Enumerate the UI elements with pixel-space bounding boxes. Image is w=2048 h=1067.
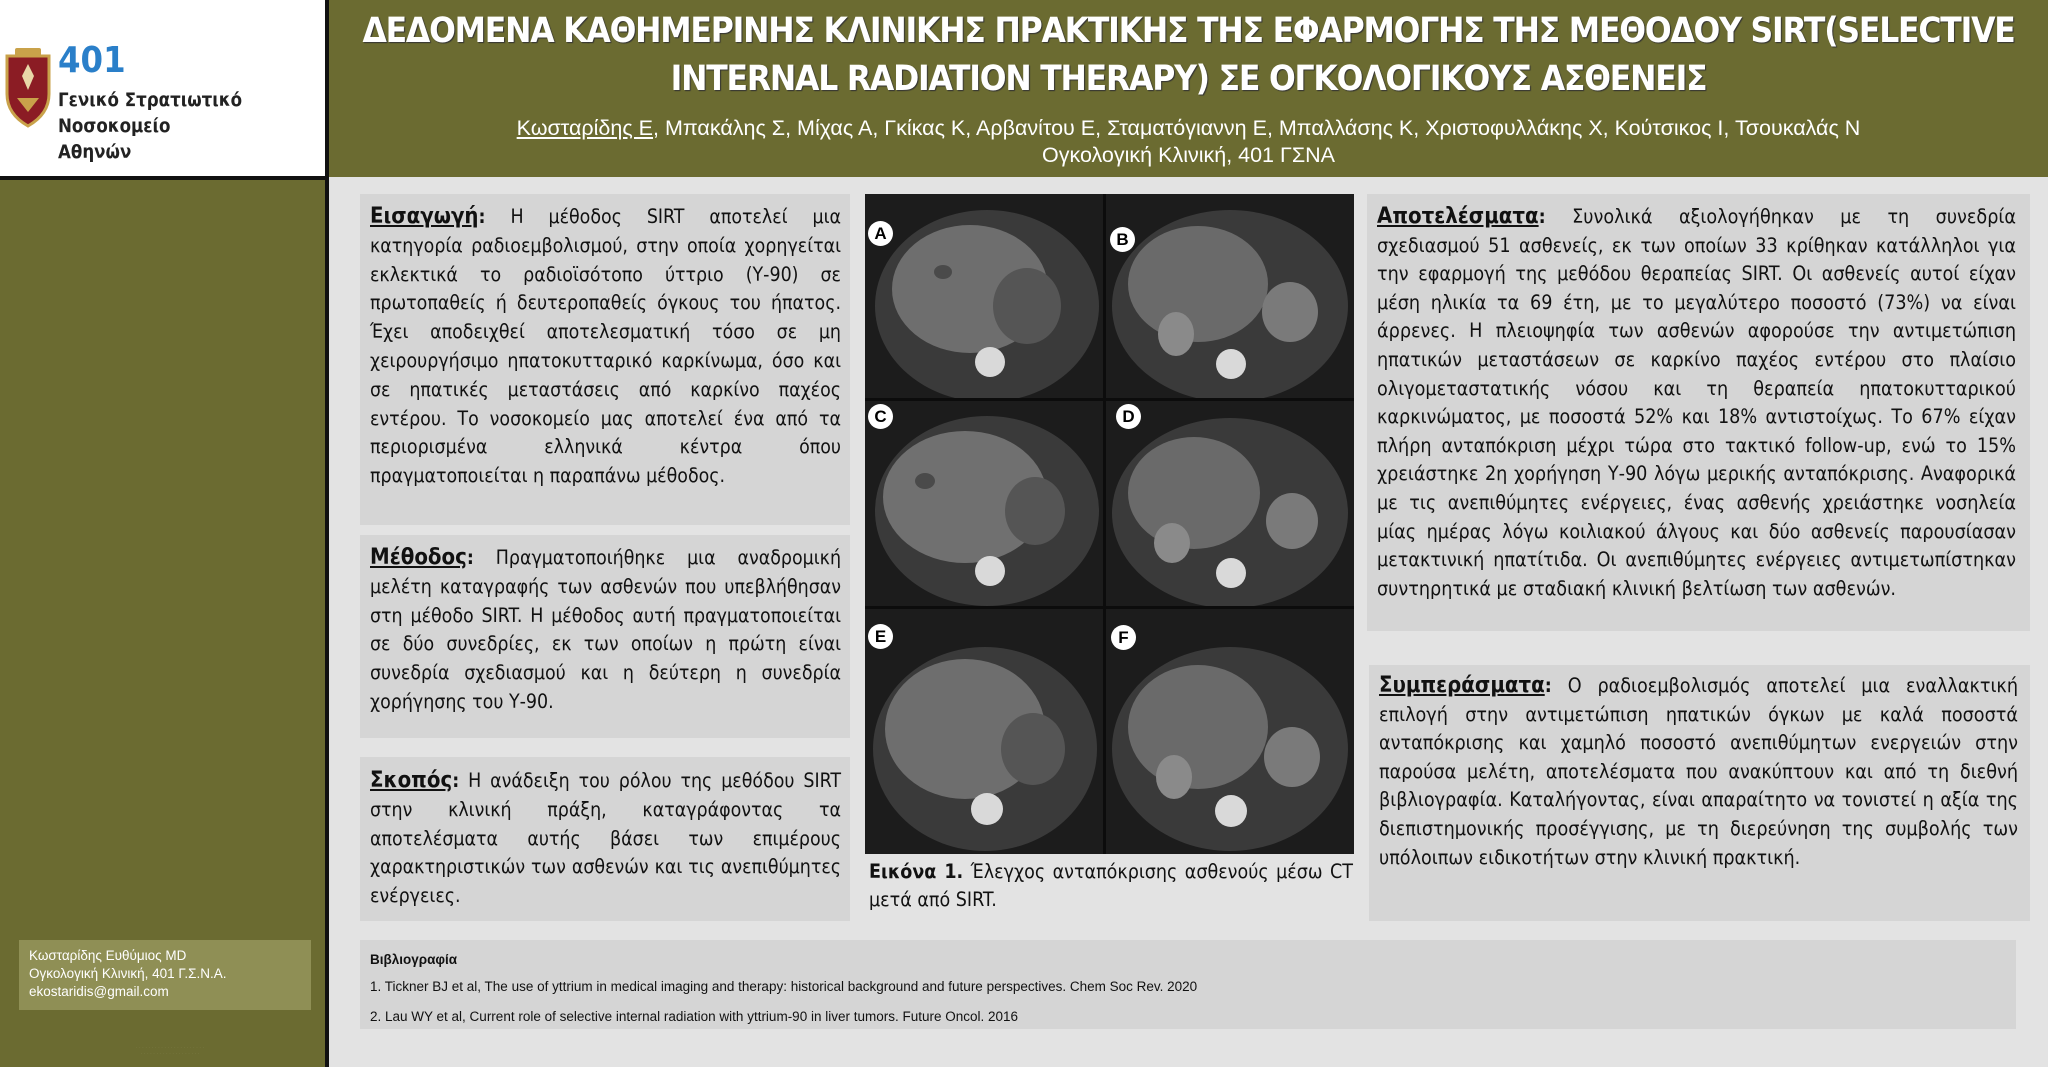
sidebar-fineprint: · · · · · · · · · · · · · · · · · · · · · · · · · · · · · · · · · · · · · · · · · [135,1045,205,1057]
aim-section [360,757,850,921]
ct-panel-a [865,194,1103,398]
results-heading: Αποτελέσματα [1377,204,1539,229]
reference-item: 2. Lau WY et al, Current role of selective internal radiation with yttrium-90 in liver tumors. Future Oncol. 2016 [370,1009,1019,1024]
ct-figure [865,194,1354,854]
aim-body: Η ανάδειξη του ρόλου της μεθόδου SIRT στην κλινική πράξη, καταγράφοντας τα αποτελέσματα αυτής βάσει των επιμέρους χαρακτηριστικών των ασθενών και τις ανεπιθύμητες ενέργειες. [370,769,841,908]
results-section [1367,194,2030,631]
author-list [329,114,2048,142]
ct-panel-c [865,401,1103,606]
panel-label-e: E [868,624,893,649]
introduction-heading: Εισαγωγή [370,204,479,229]
introduction-body: Η μέθοδος SIRT αποτελεί μια κατηγορία ραδιοεμβολισμού, στην οποία χορηγείται εκλεκτικά το ραδιοϊσότοπο ύττριο (Υ-90) σε πρωτοπαθείς ή δευτεροπαθείς όγκους του ήπατος. Έχει αποδειχθεί αποτελεσματική τόσο σε μη χειρουργήσιμο ηπατοκυτταρικό καρκίνωμα, όσο και σε ηπατικές μεταστάσεις από καρκίνο παχέος εντέρου. Το νοσοκομείο μας αποτελεί ένα από τα περιορισμένα ελληνικά κέντρα όπου πραγματοποιείται η παραπάνω μέθοδος. [370,205,841,488]
aim-heading: Σκοπός [370,768,453,793]
vertical-divider [325,0,329,1067]
method-body: Πραγματοποιήθηκε μια αναδρομική μελέτη καταγραφής των ασθενών που υπεβλήθησαν στη μέθοδο SIRT. Η μέθοδος αυτή πραγματοποιείται σε δύο συνεδρίες, εκ των οποίων η πρώτη είναι συνεδρία σχεδιασμού και η δεύτερη η συνεδρία χορήγησης του Υ-90. [370,546,841,713]
contact-department: Ογκολογική Κλινική, 401 Γ.Σ.Ν.Α. [29,966,227,981]
hospital-name-line2: Αθηνών [58,142,132,163]
panel-label-c: C [868,404,893,429]
logo-panel [0,0,326,177]
references-section [360,940,2016,1029]
poster-title-line2: INTERNAL RADIATION THERAPY) ΣΕ ΟΓΚΟΛΟΓΙΚΟΥΣ ΑΣΘΕΝΕΙΣ [670,59,1707,99]
ct-panel-d [1106,401,1354,606]
caption-text: Έλεγχος ανταπόκρισης ασθενούς μέσω CT μετά από SIRT. [869,860,1353,911]
hospital-crest-logo [3,46,53,128]
ct-panel-e [865,609,1103,854]
panel-label-f: F [1111,625,1136,650]
method-heading: Μέθοδος [370,545,467,570]
ct-panel-b [1106,194,1354,398]
introduction-section [360,194,850,525]
panel-label-d: D [1116,404,1141,429]
ct-panel-f [1106,609,1354,854]
contact-name: Κωσταρίδης Ευθύμιος MD [29,948,187,963]
contact-email[interactable]: ekostaridis@gmail.com [29,984,169,999]
lead-author: Κωσταρίδης Ε [516,116,654,140]
co-authors: , Μπακάλης Σ, Μίχας Α, Γκίκας Κ, Αρβανίτου Ε, Σταματόγιαννη Ε, Μπαλλάσης Κ, Χριστοφυλλάκης Χ, Κούτσικος Ι, Τσουκαλάς Ν [653,116,1861,140]
hospital-name [58,88,326,166]
conclusions-section [1369,665,2030,921]
results-body: Συνολικά αξιολογήθηκαν με τη συνεδρία σχεδιασμού 51 ασθενείς, εκ των οποίων 33 κρίθηκαν κατάλληλοι για την εφαρμογή της μεθόδου θεραπείας SIRT. Οι ασθενείς αυτοί είχαν μέση ηλικία τα 69 έτη, με το μεγαλύτερο ποσοστό (73%) να είναι άρρενες. Η πλειοψηφία των ασθενών αφορούσε την αντιμετώπιση ηπατικών μεταστάσεων σε καρκίνο παχέος εντέρου στο πλαίσιο ολιγομεταστατικής νόσου και τη θεραπεία ηπατοκυτταρικού καρκινώματος, με ποσοστά 52% και 18% αντιστοίχως. Το 67% είχαν πλήρη ανταπόκριση μέχρι τώρα στο τακτικό follow-up, ενώ το 15% χρειάστηκε 2η χορήγηση Υ-90 λόγω μερικής ανταπόκρισης. Αναφορικά με τις ανεπιθύμητες ενέργειες, ένας ασθενής χρειάστηκε νοσηλεία μίας ημέρας λόγω κοιλιακού άλγους και δύο ασθενείς παρουσίασαν μετακτινική ηπατίτιδα. Οι ανεπιθύμητες ενέργειες αντιμετωπίστηκαν συντηρητικά με σταδιακή κλινική βελτίωση των ασθενών. [1377,205,2016,600]
poster-title [329,7,2048,103]
hospital-name-line1: Γενικό Στρατιωτικό Νοσοκομείο [58,90,243,137]
poster-header [329,0,2048,177]
sidebar [0,180,325,1067]
panel-label-b: B [1110,227,1135,252]
panel-label-a: A [868,221,893,246]
method-text: Μέθοδος: Πραγματοποιήθηκε μια αναδρομική μελέτη καταγραφής των ασθενών που υπεβλήθησαν στη μέθοδο SIRT. Η μέθοδος αυτή πραγματοποιείται σε δύο συνεδρίες, εκ των οποίων η πρώτη είναι συνεδρία σχεδιασμού και η δεύτερη η συνεδρία χορήγησης του Υ-90. [370,545,841,713]
hospital-number: 401 [58,40,126,81]
reference-item: 1. Tickner BJ et al, The use of yttrium in medical imaging and therapy: historical background and future perspectives. Chem Soc Rev. 2020 [370,979,1198,994]
department: Ογκολογική Κλινική, 401 ΓΣΝΑ [1042,143,1335,167]
figure-caption [869,858,1353,914]
method-section [360,535,850,738]
results-text: Αποτελέσματα: Συνολικά αξιολογήθηκαν με τη συνεδρία σχεδιασμού 51 ασθενείς, εκ των οποίων 33 κρίθηκαν κατάλληλοι για την εφαρμογή της μεθόδου θεραπείας SIRT. Οι ασθενείς αυτοί είχαν μέση ηλικία τα 69 έτη, με το μεγαλύτερο ποσοστό (73%) να είναι άρρενες. Η πλειοψηφία των ασθενών αφορούσε την αντιμετώπιση ηπατικών μεταστάσεων σε καρκίνο παχέος εντέρου στο πλαίσιο ολιγομεταστατικής νόσου και τη θεραπεία ηπατοκυτταρικού καρκινώματος, με ποσοστά 52% και 18% αντιστοίχως. Το 67% είχαν πλήρη ανταπόκριση μέχρι τώρα στο τακτικό follow-up, ενώ το 15% χρειάστηκε 2η χορήγηση Υ-90 λόγω μερικής ανταπόκρισης. Αναφορικά με τις ανεπιθύμητες ενέργειες, ένας ασθενής χρειάστηκε νοσηλεία μίας ημέρας λόγω κοιλιακού άλγους και δύο ασθενείς παρουσίασαν μετακτινική ηπατίτιδα. Οι ανεπιθύμητες ενέργειες αντιμετωπίστηκαν συντηρητικά με σταδιακή κλινική βελτίωση των ασθενών. [1377,204,2016,600]
conclusions-heading: Συμπεράσματα [1379,673,1545,698]
caption-label: Εικόνα 1. [869,860,964,883]
aim-text: Σκοπός: Η ανάδειξη του ρόλου της μεθόδου SIRT στην κλινική πράξη, καταγράφοντας τα αποτελέσματα αυτής βάσει των επιμέρους χαρακτηριστικών των ασθενών και τις ανεπιθύμητες ενέργειες. [370,768,841,908]
poster-title-line1: ΔΕΔΟΜΕΝΑ ΚΑΘΗΜΕΡΙΝΗΣ ΚΛΙΝΙΚΗΣ ΠΡΑΚΤΙΚΗΣ ΤΗΣ ΕΦΑΡΜΟΓΗΣ ΤΗΣ ΜΕΘΟΔΟΥ SIRT(SELECTIVE [362,11,2015,51]
conclusions-text: Συμπεράσματα: Ο ραδιοεμβολισμός αποτελεί μια εναλλακτική επιλογή στην αντιμετώπιση ηπατικών όγκων με καλά ποσοστά ανταπόκρισης και χαμηλό ποσοστό ανεπιθύμητων ενεργειών στην παρούσα μελέτη, αποτελέσματα που ανακύπτουν και από τη διεθνή βιβλιογραφία. Καταλήγοντας, είναι απαραίτητο να τονιστεί η αξία της διεπιστημονικής προσέγγισης, με τη διερεύνηση της συμβολής των υπόλοιπων ειδικοτήτων στην κλινική πρακτική. [1379,673,2018,869]
contact-box [19,940,311,1010]
conclusions-body: Ο ραδιοεμβολισμός αποτελεί μια εναλλακτική επιλογή στην αντιμετώπιση ηπατικών όγκων με καλά ποσοστά ανταπόκρισης και χαμηλό ποσοστό ανεπιθύμητων ενεργειών στην παρούσα μελέτη, αποτελέσματα που ανακύπτουν και από τη διεθνή βιβλιογραφία. Καταλήγοντας, είναι απαραίτητο να τονιστεί η αξία της διεπιστημονικής προσέγγισης, με τη διερεύνηση της συμβολής των υπόλοιπων ειδικοτήτων στην κλινική πρακτική. [1379,674,2018,869]
introduction-text: Εισαγωγή: Η μέθοδος SIRT αποτελεί μια κατηγορία ραδιοεμβολισμού, στην οποία χορηγείται εκλεκτικά το ραδιοϊσότοπο ύττριο (Υ-90) σε πρωτοπαθείς ή δευτεροπαθείς όγκους του ήπατος. Έχει αποδειχθεί αποτελεσματική τόσο σε μη χειρουργήσιμο ηπατοκυτταρικό καρκίνωμα, όσο και σε ηπατικές μεταστάσεις από καρκίνο παχέος εντέρου. Το νοσοκομείο μας αποτελεί ένα από τα περιορισμένα ελληνικά κέντρα όπου πραγματοποιείται η παραπάνω μέθοδος. [370,204,841,488]
references-heading: Βιβλιογραφία [370,952,458,967]
